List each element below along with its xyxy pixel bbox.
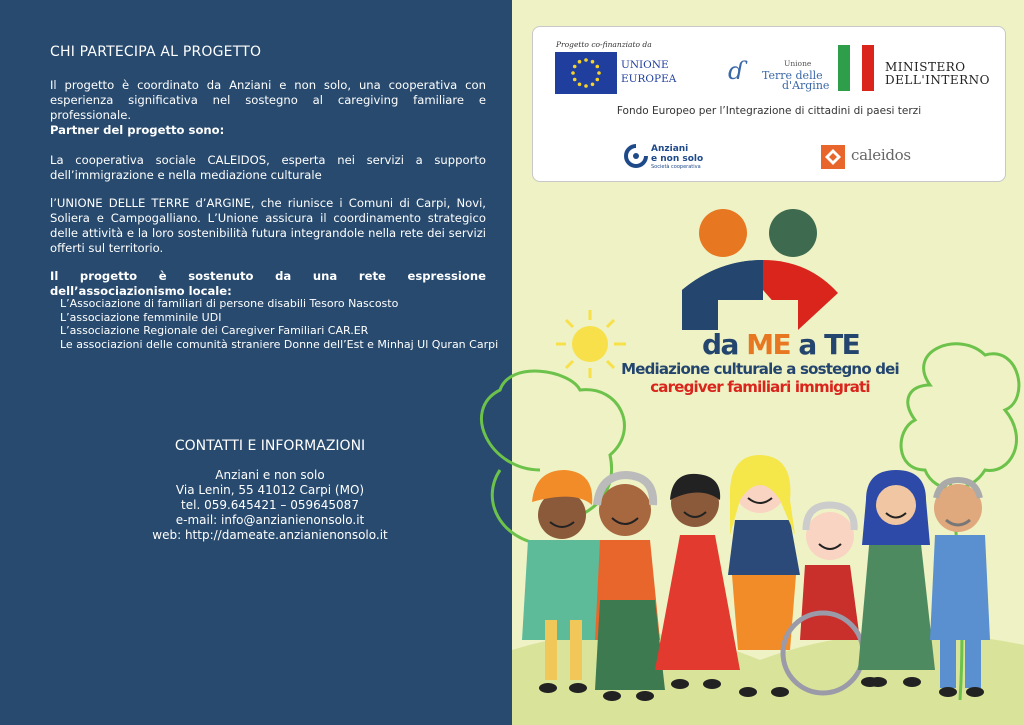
title-ate: a TE [790, 328, 860, 361]
network-title: Il progetto è sostenuto da una rete espressione dell’associazionismo locale: [50, 269, 486, 298]
terre-label-line2: Terre delle [762, 69, 823, 82]
contact-email[interactable]: e-mail: info@anzianienonsolo.it [175, 513, 365, 527]
eu-label-line1: UNIONE [621, 59, 669, 71]
intro-paragraph: Il progetto è coordinato da Anziani e non solo, una cooperativa con esperienza significativa nel sostegno al caregiving familiare e professionale. [50, 78, 486, 122]
section-heading: CHI PARTECIPA AL PROGETTO [50, 44, 262, 60]
anziani-label [651, 144, 703, 164]
anziani-sub-label: Società cooperativa [651, 164, 701, 170]
partner-caleidos: La cooperativa sociale CALEIDOS, esperta nei servizi a supporto dell’immigrazione e nella mediazione culturale [50, 153, 486, 182]
contact-address: Via Lenin, 55 41012 Carpi (MO) [175, 483, 365, 497]
anziani-label-line1: Anziani [651, 144, 689, 154]
cofinanced-label: Progetto co-finanziato da [556, 40, 652, 49]
association-item: L’associazione femminile UDI [60, 310, 222, 324]
terre-argine-icon: ɗ [728, 57, 745, 85]
sponsor-logos-box [532, 26, 1006, 182]
eu-label [621, 58, 676, 86]
person-figure [595, 475, 665, 701]
italy-flag-icon [838, 45, 874, 91]
anziani-swirl-icon [623, 143, 649, 169]
ministero-label-line1: MINISTERO [885, 60, 966, 74]
association-item: L’Associazione di familiari di persone disabili Tesoro Nascosto [60, 297, 399, 310]
terre-label-line3: d'Argine [782, 79, 830, 92]
anziani-label-line2: e non solo [651, 154, 704, 164]
person-figure [655, 474, 740, 689]
title-me: ME [746, 328, 791, 361]
caleidos-label: caleidos [851, 146, 911, 164]
contact-name: Anziani e non solo [215, 468, 325, 482]
partner-unione: l’UNIONE DELLE TERRE d’ARGINE, che riunisce i Comuni di Carpi, Novi, Soliera e Campogalliano. L’Unione assicura il coordinamento strategico delle attività e la loro sostenibilità futura integrandole nella rete dei servizi offerti sul territorio. [50, 196, 486, 255]
fund-label: Fondo Europeo per l’Integrazione di cittadini di paesi terzi [616, 105, 922, 117]
ministero-label-line2: DELL'INTERNO [885, 73, 990, 87]
association-item: L’associazione Regionale dei Caregiver Familiari CAR.ER [60, 324, 369, 337]
eu-flag-icon [555, 52, 617, 94]
contact-website[interactable]: web: http://dameate.anzianienonsolo.it [152, 528, 388, 542]
subtitle-line1: Mediazione culturale a sostegno dei [621, 360, 899, 378]
title-da: da [702, 328, 747, 361]
ministero-label [885, 61, 990, 87]
dameate-title [702, 328, 859, 361]
caleidos-icon [821, 145, 845, 169]
partners-title: Partner del progetto sono: [50, 123, 225, 137]
association-item: Le associazioni delle comunità straniere Donne dell’Est e Minhaj Ul Quran Carpi [60, 337, 499, 351]
subtitle-line2: caregiver familiari immigrati [650, 378, 870, 396]
contacts-title: CONTATTI E INFORMAZIONI [174, 438, 366, 454]
contact-phone: tel. 059.645421 – 059645087 [181, 498, 359, 512]
terre-label-line1: Unione [784, 59, 812, 68]
person-figure [858, 470, 935, 687]
dameate-emblem-icon [678, 205, 848, 335]
eu-label-line2: EUROPEA [621, 73, 677, 85]
